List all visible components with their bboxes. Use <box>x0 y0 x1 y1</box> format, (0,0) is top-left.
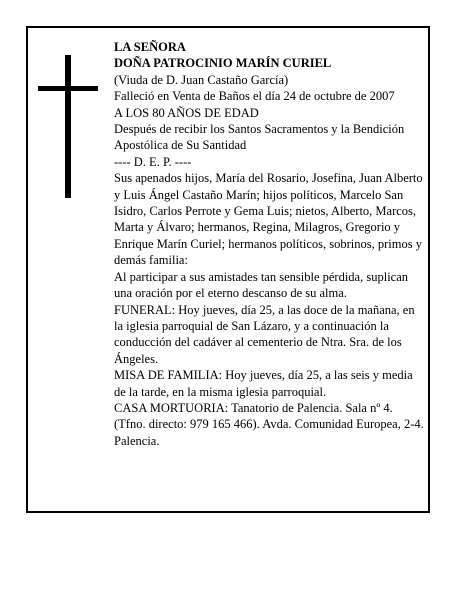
sacraments: Después de recibir los Santos Sacramentos y la Bendición Apostólica de Su Santidad <box>114 122 405 153</box>
obituary-text <box>114 39 424 449</box>
family-mass-info: MISA DE FAMILIA: Hoy jueves, día 25, a las seis y media de la tarde, en la misma iglesia parroquial. <box>114 368 413 399</box>
cross-horizontal-bar <box>38 86 98 91</box>
cross-vertical-bar <box>65 55 71 198</box>
widow-of: (Viuda de D. Juan Castaño García) <box>114 72 289 87</box>
family-list: Sus apenados hijos, María del Rosario, Josefina, Juan Alberto y Luis Ángel Castaño Marín; hijos políticos, Marcelo San Isidro, Carlos Perrote y Gema Luis; nietos, Alberto, Marcos, Marta y Álvaro; hermanos, Regina, Milagros, Gregorio y Enrique Marín Curiel; hermanos políticos, sobrinos, primos y demás familia: <box>114 171 423 268</box>
mortuary-house-info: CASA MORTUORIA: Tanatorio de Palencia. Sala nº 4. (Tfno. directo: 979 165 466). Avda. Comunidad Europea, 2-4. Palencia. <box>114 400 424 448</box>
deceased-name: DOÑA PATROCINIO MARÍN CURIEL <box>114 56 332 71</box>
death-notice: Falleció en Venta de Baños el día 24 de octubre de 2007 <box>114 89 395 104</box>
heading-title: LA SEÑORA <box>114 40 186 54</box>
funeral-info: FUNERAL: Hoy jueves, día 25, a las doce de la mañana, en la iglesia parroquial de San Lázaro, y a continuación la conducción del cadáver al cementerio de Ntra. Sra. de los Ángeles. <box>114 302 415 366</box>
rip: ---- D. E. P. ---- <box>114 154 192 169</box>
age: A LOS 80 AÑOS DE EDAD <box>114 105 259 120</box>
prayer-request: Al participar a sus amistades tan sensible pérdida, suplican una oración por el eterno descanso de su alma. <box>114 269 409 301</box>
